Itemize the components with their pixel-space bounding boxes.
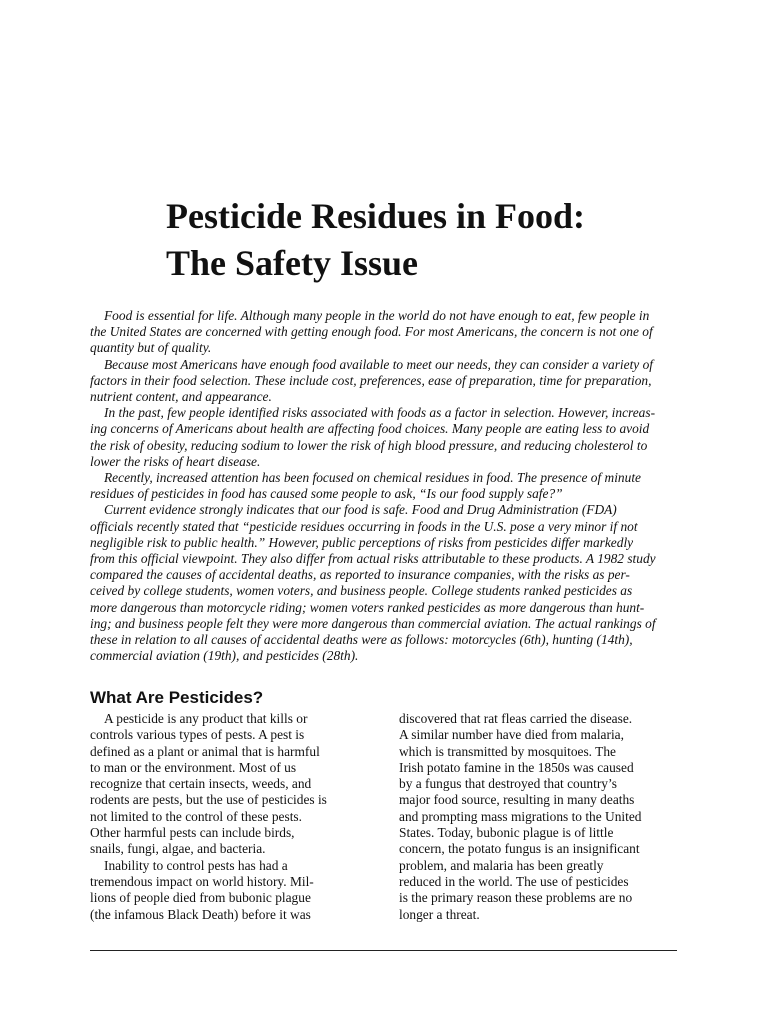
body-line: is the primary reason these problems are no [399,890,633,906]
intro-line: compared the causes of accidental deaths, as reported to insurance companies, with the risks as per- [90,567,630,583]
body-line: and prompting mass migrations to the United [399,808,642,824]
left-column [90,711,375,923]
intro-line: In the past, few people identified risks associated with foods as a factor in selection. However, increas- [104,405,656,421]
intro-line: the United States are concerned with getting enough food. For most Americans, the concern is not one of [90,324,653,340]
intro-line: Current evidence strongly indicates that our food is safe. Food and Drug Administration (FDA) [104,502,617,518]
title-line: The Safety Issue [166,243,419,283]
body-line: to man or the environment. Most of us [90,759,297,775]
intro-line: nutrient content, and appearance. [90,389,272,405]
section-heading: What Are Pesticides? [90,688,264,707]
body-line: problem, and malaria has been greatly [399,857,604,873]
body-line: Inability to control pests has had a [104,857,288,873]
body-line: which is transmitted by mosquitoes. The [399,743,616,759]
footer-rule [90,950,677,951]
intro-line: ceived by college students, women voters, and business people. College students ranked pesticides as [90,583,633,599]
body-line: major food source, resulting in many deaths [399,792,635,808]
intro-paragraphs [90,308,680,664]
document-title [166,193,686,287]
intro-line: Recently, increased attention has been focused on chemical residues in food. The presence of minute [104,470,641,486]
body-line: discovered that rat fleas carried the disease. [399,711,633,726]
body-line: States. Today, bubonic plague is of little [399,825,614,841]
right-column [399,711,684,923]
intro-line: ing concerns of Americans about health are affecting food choices. Many people are eating less to avoid [90,421,650,437]
body-line: not limited to the control of these pests. [90,808,302,824]
body-line: A similar number have died from malaria, [399,727,624,743]
title-line: Pesticide Residues in Food: [166,196,585,236]
body-line: reduced in the world. The use of pesticides [399,873,629,889]
intro-line: from this official viewpoint. They also differ from actual risks attributable to these products. A 1982 study [90,551,656,567]
intro-line: residues of pesticides in food has caused some people to ask, “Is our food supply safe?” [90,486,563,502]
body-line: defined as a plant or animal that is harmful [90,743,320,759]
intro-line: ing; and business people felt they were more dangerous than commercial aviation. The actual rankings of [90,615,656,631]
body-line: controls various types of pests. A pest is [90,727,305,743]
intro-line: the risk of obesity, reducing sodium to lower the risk of high blood pressure, and reducing cholesterol to [90,437,648,453]
intro-line: these in relation to all causes of accidental deaths were as follows: motorcycles (6th), hunting (14th), [90,632,633,648]
intro-line: Because most Americans have enough food available to meet our needs, they can consider a variety of [104,356,654,372]
body-line: by a fungus that destroyed that country’s [399,776,617,792]
body-line: lions of people died from bubonic plague [90,890,311,906]
body-line: Irish potato famine in the 1850s was caused [399,759,634,775]
body-line: snails, fungi, algae, and bacteria. [90,841,266,857]
intro-line: negligible risk to public health.” However, public perceptions of risks from pesticides differ markedly [90,534,634,550]
body-line: Other harmful pests can include birds, [90,825,295,841]
intro-line: more dangerous than motorcycle riding; women voters ranked pesticides as more dangerous than hunt- [90,599,645,615]
intro-line: factors in their food selection. These include cost, preferences, ease of preparation, time for preparation, [90,372,652,388]
intro-line: officials recently stated that “pesticide residues occurring in foods in the U.S. pose a very minor if not [90,518,638,534]
intro-line: quantity but of quality. [90,340,212,356]
intro-line: lower the risks of heart disease. [90,453,261,469]
body-line: rodents are pests, but the use of pesticides is [90,792,327,808]
body-line: concern, the potato fungus is an insignificant [399,841,640,857]
body-line: tremendous impact on world history. Mil- [90,873,314,889]
body-line: (the infamous Black Death) before it was [90,906,311,922]
body-line: recognize that certain insects, weeds, and [90,776,312,792]
body-line: longer a threat. [399,906,480,922]
body-line: A pesticide is any product that kills or [104,711,308,726]
intro-line: commercial aviation (19th), and pesticides (28th). [90,648,359,664]
intro-line: Food is essential for life. Although many people in the world do not have enough to eat, few people in [104,308,650,323]
